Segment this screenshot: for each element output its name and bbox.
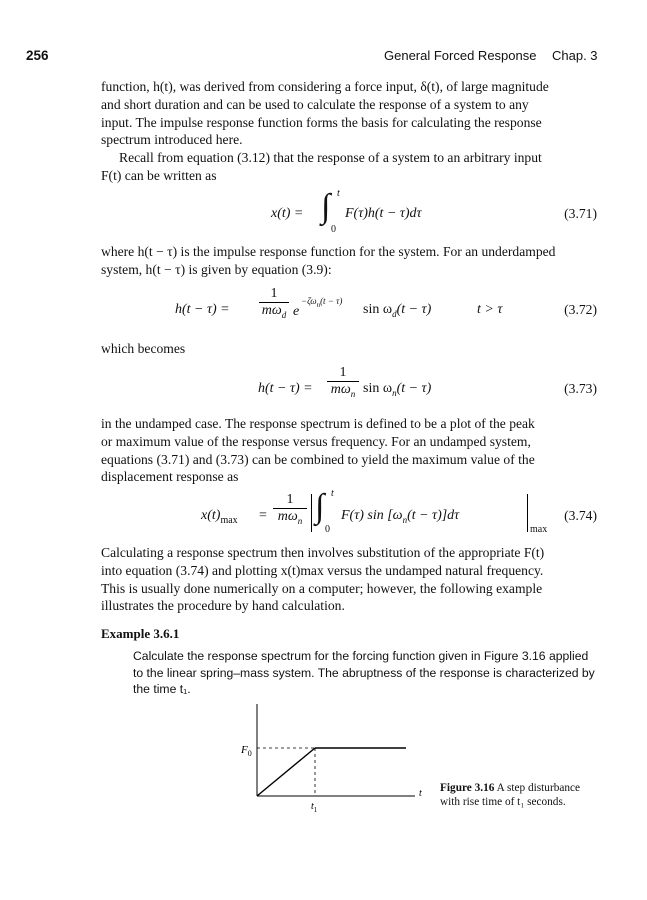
paragraph-1 <box>101 78 597 149</box>
chapter-label: Chap. 3 <box>552 48 598 63</box>
page-header <box>0 48 647 68</box>
text-line: input. The impulse response function forms the basis for calculating the response <box>101 114 542 130</box>
text-line: Recall from equation (3.12) that the response of a system to an arbitrary input <box>119 150 542 165</box>
y-axis-label: $F_0$ <box>241 744 252 758</box>
integrand-tail: (t − τ)]dτ <box>407 508 460 523</box>
lower-limit: 0 <box>325 524 330 535</box>
text-line: system, h(t − τ) is given by equation (3.9): <box>101 261 332 277</box>
paragraph-2 <box>101 149 597 185</box>
text-line: This is usually done numerically on a computer; however, the following example <box>101 580 543 596</box>
text-line: illustrates the procedure by hand calculation. <box>101 598 345 614</box>
numerator: 1 <box>259 286 289 303</box>
denominator <box>327 382 359 402</box>
sine-term <box>363 302 431 319</box>
denominator-base: mω <box>330 382 351 397</box>
upper-limit: t <box>331 488 334 499</box>
denominator-subscript: n <box>350 388 356 399</box>
exponent-subscript: n <box>316 300 321 309</box>
exponent <box>301 296 342 309</box>
denominator-subscript: n <box>297 515 303 526</box>
paragraph-3 <box>101 243 597 279</box>
paragraph-which-becomes <box>101 340 597 358</box>
sine-subscript: n <box>392 387 397 398</box>
text-line: Calculate the response spectrum for the forcing function given in Figure 3.16 applied <box>133 649 589 663</box>
sine-argument: (t − τ) <box>396 381 432 396</box>
exponent-head: −ζω <box>301 296 317 306</box>
denominator-subscript: d <box>281 309 287 320</box>
equation-number: (3.71) <box>564 206 597 221</box>
text-line: function, h(t), was derived from considering a force input, δ(t), of large magnitude <box>101 79 549 94</box>
example-title: Example 3.6.1 <box>101 626 180 641</box>
equation-lhs <box>201 508 238 526</box>
x-tick-label: $t_1$ <box>311 801 318 814</box>
abs-bar-left <box>311 494 312 532</box>
equation-lhs: h(t − τ) = <box>258 381 313 396</box>
equation-lhs: h(t − τ) = <box>175 302 230 317</box>
page-number: 256 <box>26 48 49 63</box>
paragraph-4 <box>101 415 597 486</box>
numerator: 1 <box>273 492 307 509</box>
equation-3-72 <box>101 286 597 328</box>
denominator-base: mω <box>261 303 282 318</box>
abs-bar-right <box>527 494 528 532</box>
exponential-base: e <box>293 304 300 319</box>
sine-term <box>363 381 431 398</box>
text-line: Calculating a response spectrum then involves substitution of the appropriate F(t) <box>101 545 545 560</box>
sine-argument: (t − τ) <box>396 302 432 317</box>
upper-limit: t <box>337 188 340 199</box>
condition: t > τ <box>477 302 503 317</box>
integrand-head: F(τ) sin [ω <box>341 508 403 523</box>
lhs-subscript: max <box>220 514 238 526</box>
figure-caption <box>440 781 600 809</box>
sine-subscript: d <box>392 308 397 319</box>
running-title: General Forced Response <box>384 48 537 63</box>
text-line: F(t) can be written as <box>101 167 217 183</box>
text-line: displacement response as <box>101 469 239 485</box>
text-line: where h(t − τ) is the impulse response function for the system. For an underdamped <box>101 244 556 259</box>
equation-number: (3.73) <box>564 381 597 396</box>
text-line: or maximum value of the response versus frequency. For an undamped system, <box>101 433 531 449</box>
text-line: to the linear spring–mass system. The abruptness of the response is characterized by <box>133 665 595 680</box>
text-line: which becomes <box>101 341 186 356</box>
exponent-tail: (t − τ) <box>320 296 343 306</box>
numerator: 1 <box>327 365 359 382</box>
lower-limit: 0 <box>331 224 336 235</box>
sine-head: sin ω <box>363 381 393 396</box>
equation-number: (3.72) <box>564 302 597 317</box>
text-line: equations (3.71) and (3.73) can be combined to yield the maximum value of the <box>101 451 535 467</box>
text-line: and short duration and can be used to calculate the response of a system to any <box>101 96 529 112</box>
equation-3-73 <box>101 367 597 409</box>
denominator-base: mω <box>277 509 298 524</box>
lhs-base: x(t) <box>201 508 221 523</box>
integrand-subscript: n <box>402 514 408 525</box>
caption-line-1: A step disturbance <box>496 782 581 794</box>
denominator <box>273 509 307 529</box>
caption-label: Figure 3.16 <box>440 782 495 794</box>
fraction <box>273 492 307 529</box>
text-line: spectrum introduced here. <box>101 132 243 148</box>
equals-sign: = <box>259 508 267 523</box>
denominator <box>259 303 289 323</box>
fraction <box>259 286 289 323</box>
text-line: in the undamped case. The response spectrum is defined to be a plot of the peak <box>101 416 535 431</box>
paragraph-5 <box>101 544 597 615</box>
equation-3-71 <box>101 190 597 236</box>
integral-sign: ∫ <box>321 188 331 225</box>
sine-head: sin ω <box>363 302 393 317</box>
equation-number: (3.74) <box>564 508 597 523</box>
integrand <box>341 508 459 525</box>
x-axis-label: t <box>419 788 422 799</box>
equation-3-74 <box>101 490 597 540</box>
example-text <box>133 648 597 698</box>
fraction <box>327 365 359 402</box>
integral-sign: ∫ <box>315 488 325 525</box>
caption-line-2: with rise time of t₁ seconds. <box>440 796 566 808</box>
equation-lhs: x(t) = <box>271 206 304 221</box>
integrand: F(τ)h(t − τ)dτ <box>345 206 422 221</box>
max-subscript: max <box>530 524 548 535</box>
text-line: into equation (3.74) and plotting x(t)max versus the undamped natural frequency. <box>101 562 544 578</box>
ramp-segment <box>257 748 315 796</box>
text-line: the time t₁. <box>133 682 191 696</box>
figure-3-16 <box>225 700 425 820</box>
